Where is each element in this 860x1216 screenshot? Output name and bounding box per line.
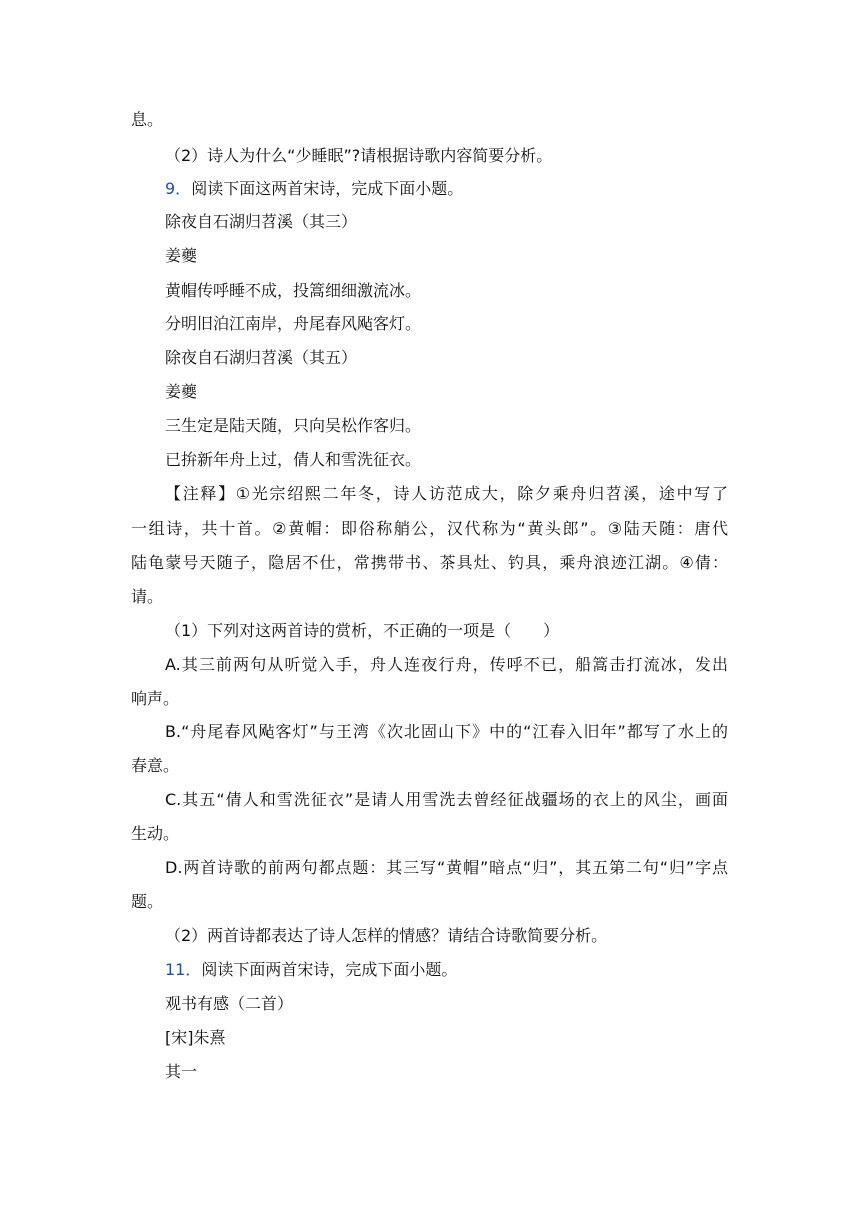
annotation-line: 一组诗，共十首。②黄帽：即俗称艄公，汉代称为“黄头郎”。③陆天随：唐代 — [131, 519, 728, 538]
option-d-cont: 题。 — [131, 892, 164, 911]
poem-line: 分明旧泊江南岸，舟尾春风飐客灯。 — [165, 314, 422, 333]
question-9-heading — [165, 178, 463, 200]
option-b-cont: 春意。 — [131, 756, 180, 775]
option-c-cont: 生动。 — [131, 824, 180, 843]
option-a: A.其三前两句从听觉入手，舟人连夜行舟，传呼不已，船篙击打流冰，发出 — [165, 655, 728, 674]
option-b: B.“舟尾春风飐客灯”与王湾《次北固山下》中的“江春入旧年”都写了水上的 — [165, 722, 728, 741]
poem-line: 已拚新年舟上过，倩人和雪洗征衣。 — [165, 450, 422, 469]
question-prompt: 阅读下面两首宋诗，完成下面小题。 — [201, 960, 458, 979]
annotation-line: 【注释】①光宗绍熙二年冬，诗人访范成大，除夕乘舟归苕溪，途中写了 — [165, 484, 728, 503]
subquestion-1: （1）下列对这两首诗的赏析，不正确的一项是（ ） — [165, 621, 560, 640]
subquestion-2: （2）两首诗都表达了诗人怎样的情感？请结合诗歌简要分析。 — [165, 926, 608, 945]
poem-author: 姜夔 — [165, 246, 198, 265]
poem-author: 姜夔 — [165, 382, 198, 401]
poem-line: 黄帽传呼睡不成，投篙细细激流冰。 — [165, 281, 422, 300]
annotation-line: 陆龟蒙号天随子，隐居不仕，常携带书、茶具灶、钓具，乘舟浪迹江湖。④倩： — [131, 553, 728, 572]
option-c: C.其五“倩人和雪洗征衣”是请人用雪洗去曾经征战疆场的衣上的风尘，画面 — [165, 790, 728, 809]
poem-title: 除夜自石湖归苕溪（其三） — [165, 212, 358, 231]
option-d: D.两首诗歌的前两句都点题：其三写“黄帽”暗点“归”，其五第二句“归”字点 — [165, 858, 728, 877]
text-line: 息。 — [131, 110, 164, 129]
poem-subtitle: 其一 — [165, 1062, 198, 1081]
question-number: 9． — [165, 179, 192, 198]
question-prompt: 阅读下面这两首宋诗，完成下面小题。 — [191, 179, 464, 198]
question-11-heading — [165, 959, 457, 981]
poem-title: 观书有感（二首） — [165, 994, 294, 1013]
poem-title: 除夜自石湖归苕溪（其五） — [165, 348, 358, 367]
question-number: 11． — [165, 960, 202, 979]
poem-line: 三生定是陆天随，只向吴松作客归。 — [165, 416, 422, 435]
question-8-subquestion-2: （2）诗人为什么“少睡眠”?请根据诗歌内容简要分析。 — [165, 146, 553, 165]
annotation-line: 请。 — [131, 587, 164, 606]
poem-author: [宋]朱熹 — [165, 1028, 226, 1047]
option-a-cont: 响声。 — [131, 689, 180, 708]
